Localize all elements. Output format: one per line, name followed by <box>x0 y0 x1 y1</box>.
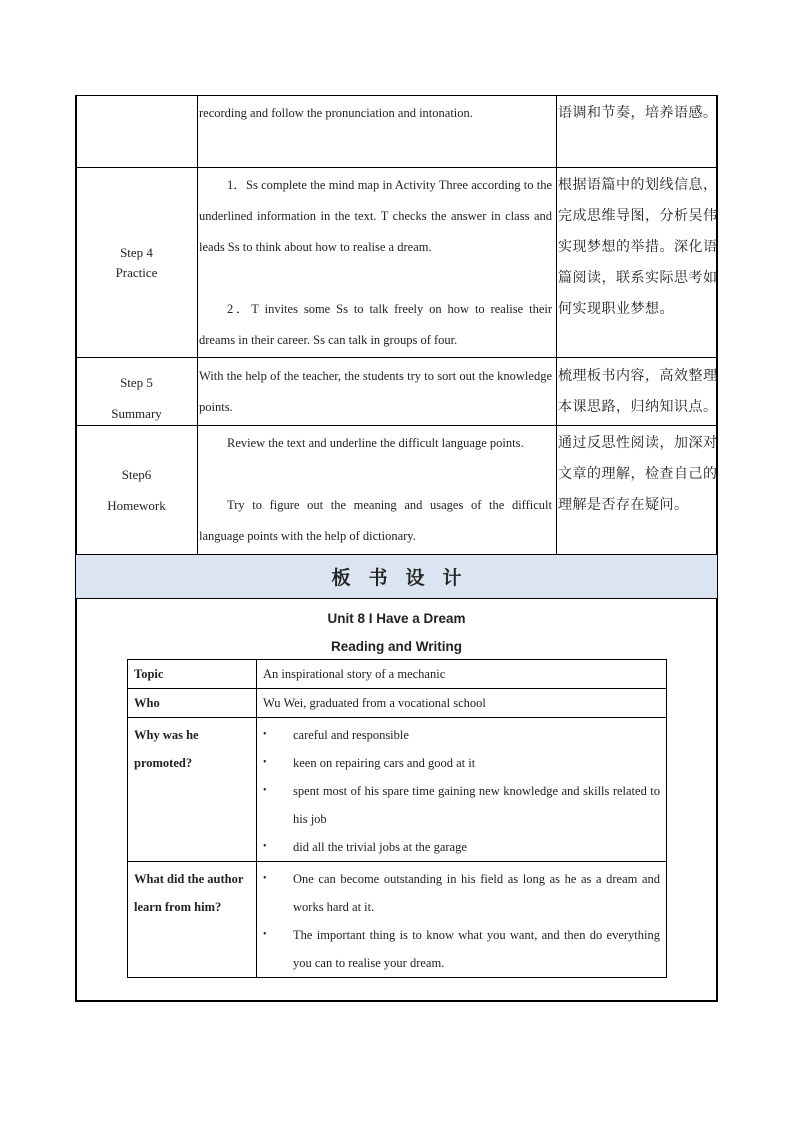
bullet-icon: • <box>263 873 267 884</box>
activity-text: Try to figure out the meaning and usages of the difficult language points with the help of dictionary. <box>199 498 552 543</box>
purpose-text: 梳理板书内容，高效整理本课思路，归纳知识点。 <box>558 368 718 415</box>
step-number: Step 4 <box>120 245 153 260</box>
bullet-list <box>263 862 660 977</box>
list-item-text: One can become outstanding in his field as long as he as a dream and works hard at it. <box>293 872 660 914</box>
activity-text: recording and follow the pronunciation and intonation. <box>199 106 473 120</box>
step-number: Step6 <box>121 467 152 482</box>
column-divider-1 <box>197 95 198 554</box>
bullet-icon: • <box>263 841 267 852</box>
activity-text: 1．Ss complete the mind map in Activity Three according to the underlined information in the text. T checks the answer in class and leads Ss to think about how to realise a dream. <box>199 178 552 254</box>
row-value: Wu Wei, graduated from a vocational school <box>257 689 667 718</box>
bullet-icon: • <box>263 785 267 796</box>
step-number: Step 5 <box>120 375 153 390</box>
column-divider-2 <box>556 95 557 554</box>
activity-text: With the help of the teacher, the students try to sort out the knowledge points. <box>199 369 552 414</box>
list-item <box>263 777 660 833</box>
list-item-text: did all the trivial jobs at the garage <box>293 840 467 854</box>
purpose-text: 语调和节奏，培养语感。 <box>558 105 718 121</box>
list-item <box>263 749 660 777</box>
row-value <box>257 862 667 978</box>
list-item-text: The important thing is to know what you want, and then do everything you can to realise your dream. <box>293 928 660 970</box>
board-design-heading: 板书设计 <box>331 567 480 589</box>
row-value: An inspirational story of a mechanic <box>257 660 667 689</box>
board-design-table <box>127 659 667 978</box>
table-row <box>128 862 667 978</box>
section-title: Reading and Writing <box>331 639 462 654</box>
list-item <box>263 833 660 861</box>
step-stage: Summary <box>111 406 162 421</box>
row-value <box>257 718 667 862</box>
activity-text: Review the text and underline the difficult language points. <box>227 436 524 450</box>
list-item-text: spent most of his spare time gaining new knowledge and skills related to his job <box>293 784 660 826</box>
bullet-icon: • <box>263 729 267 740</box>
bullet-list <box>263 718 660 861</box>
board-design-banner <box>76 554 717 599</box>
step-label <box>76 459 197 521</box>
row-key: Who <box>128 689 257 718</box>
purpose-text: 根据语篇中的划线信息，完成思维导图，分析吴伟实现梦想的举措。深化语篇阅读，联系实际思考如何实现职业梦想。 <box>558 177 718 317</box>
list-item <box>263 865 660 921</box>
bullet-icon: • <box>263 929 267 940</box>
unit-title: Unit 8 I Have a Dream <box>327 611 466 626</box>
row-key: What did the author learn from him? <box>128 862 257 978</box>
table-row <box>128 660 667 689</box>
row-divider <box>76 167 717 168</box>
list-item-text: keen on repairing cars and good at it <box>293 756 476 770</box>
list-item <box>263 721 660 749</box>
step-label <box>76 367 197 429</box>
step-stage: Practice <box>115 265 158 280</box>
activity-text: 2．T invites some Ss to talk freely on how to realise their dreams in their career. Ss can talk in groups of four. <box>199 302 552 347</box>
row-divider <box>76 357 717 358</box>
row-key: Topic <box>128 660 257 689</box>
step-stage: Homework <box>107 498 166 513</box>
table-row <box>128 718 667 862</box>
list-item <box>263 921 660 977</box>
table-row <box>128 689 667 718</box>
step-label <box>76 243 197 283</box>
row-key: Why was he promoted? <box>128 718 257 862</box>
list-item-text: careful and responsible <box>293 728 409 742</box>
bullet-icon: • <box>263 757 267 768</box>
purpose-text: 通过反思性阅读，加深对文章的理解，检查自己的理解是否存在疑问。 <box>558 435 718 513</box>
